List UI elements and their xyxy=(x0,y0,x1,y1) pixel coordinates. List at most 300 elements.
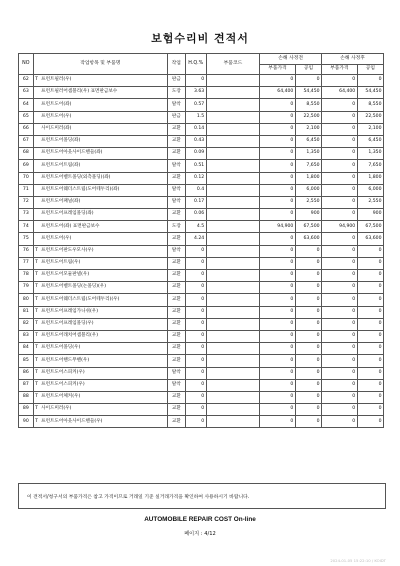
row-after-labor: 2,100 xyxy=(357,123,383,135)
row-operation: 탈착 xyxy=(167,184,185,196)
row-operation: 교환 xyxy=(167,306,185,318)
row-before-part-price: 0 xyxy=(260,294,296,306)
row-after-labor: 0 xyxy=(357,294,383,306)
row-item-name: 프런트도어벨트몰딩(외측몰딩)(좌) xyxy=(41,174,111,180)
row-hqs: 0 xyxy=(185,318,206,330)
row-before-part-price: 0 xyxy=(260,257,296,269)
row-before-labor: 0 xyxy=(295,330,321,342)
row-before-labor: 0 xyxy=(295,270,321,282)
row-item-name: 프런트도어트림(우) xyxy=(41,260,81,266)
row-operation: 교환 xyxy=(167,233,185,245)
row-part-code xyxy=(206,367,259,379)
row-before-labor: 900 xyxy=(295,209,321,221)
row-part-code xyxy=(206,87,259,99)
row-item-name: 프런트도어체커(우) xyxy=(41,394,81,400)
row-hqs: 0.17 xyxy=(185,196,206,208)
row-part-code xyxy=(206,282,259,294)
row-item-cell xyxy=(33,343,167,355)
row-operation: 교환 xyxy=(167,282,185,294)
row-before-labor: 0 xyxy=(295,294,321,306)
row-item-name: 사이드미러(좌) xyxy=(41,126,72,132)
row-after-labor: 0 xyxy=(357,75,383,87)
row-part-code xyxy=(206,99,259,111)
row-no: 89 xyxy=(19,404,34,416)
row-operation: 탈착 xyxy=(167,379,185,391)
table-row xyxy=(19,99,384,111)
row-after-labor: 900 xyxy=(357,209,383,221)
row-after-labor: 0 xyxy=(357,391,383,403)
row-part-code xyxy=(206,245,259,257)
table-row xyxy=(19,306,384,318)
row-hqs: 0.09 xyxy=(185,148,206,160)
row-hqs: 3.63 xyxy=(185,87,206,99)
row-part-code xyxy=(206,196,259,208)
row-after-labor: 0 xyxy=(357,343,383,355)
row-after-labor: 0 xyxy=(357,282,383,294)
row-hqs: 0.06 xyxy=(185,209,206,221)
row-after-labor: 0 xyxy=(357,355,383,367)
row-item-name: 프런트도어핸드무핸(우) xyxy=(41,357,90,363)
table-row xyxy=(19,355,384,367)
row-part-code xyxy=(206,391,259,403)
row-item-cell xyxy=(33,379,167,391)
row-before-part-price: 0 xyxy=(260,184,296,196)
row-after-part-price: 0 xyxy=(322,111,358,123)
row-hqs: 4.24 xyxy=(185,233,206,245)
table-row xyxy=(19,196,384,208)
row-item-name: 프런트도어모듈판넬(우) xyxy=(41,272,90,278)
row-hqs: 0 xyxy=(185,294,206,306)
row-before-labor: 1,800 xyxy=(295,172,321,184)
row-before-labor: 8,550 xyxy=(295,99,321,111)
row-part-code xyxy=(206,379,259,391)
row-hqs: 0.14 xyxy=(185,123,206,135)
row-after-part-price: 64,400 xyxy=(322,87,358,99)
row-after-labor: 0 xyxy=(357,270,383,282)
table-row xyxy=(19,282,384,294)
row-operation: 교환 xyxy=(167,257,185,269)
table-row xyxy=(19,404,384,416)
table-row xyxy=(19,367,384,379)
row-item-cell xyxy=(33,160,167,172)
row-before-part-price: 0 xyxy=(260,355,296,367)
row-item-name: 프런트도어트림(좌) xyxy=(41,162,81,168)
row-operation: 탈착 xyxy=(167,99,185,111)
row-before-labor: 0 xyxy=(295,75,321,87)
row-after-labor: 0 xyxy=(357,416,383,428)
table-row xyxy=(19,221,384,233)
header-before-part-price: 부품가격 xyxy=(260,65,296,75)
row-tag: T xyxy=(35,333,38,339)
row-before-part-price: 0 xyxy=(260,306,296,318)
row-no: 63 xyxy=(19,87,34,99)
row-item-cell xyxy=(33,404,167,416)
row-tag: T xyxy=(35,272,38,278)
row-before-labor: 6,000 xyxy=(295,184,321,196)
row-item-cell xyxy=(33,233,167,245)
row-after-part-price: 0 xyxy=(322,209,358,221)
table-row xyxy=(19,379,384,391)
row-after-part-price: 0 xyxy=(322,99,358,111)
row-item-name: 프런트도어웨더스트립(도어테두리)(좌) xyxy=(41,186,120,192)
row-item-cell xyxy=(33,99,167,111)
row-item-cell xyxy=(33,135,167,147)
row-after-labor: 1,800 xyxy=(357,172,383,184)
row-item-name: 사이드미러(우) xyxy=(41,406,72,412)
row-no: 80 xyxy=(19,294,34,306)
table-header xyxy=(19,54,384,75)
row-item-name: 프런트도어프레임가니쉬(우) xyxy=(41,308,99,314)
table-row xyxy=(19,245,384,257)
row-item-cell xyxy=(33,245,167,257)
row-before-labor: 2,550 xyxy=(295,196,321,208)
row-no: 69 xyxy=(19,160,34,172)
row-after-part-price: 0 xyxy=(322,123,358,135)
row-before-part-price: 0 xyxy=(260,245,296,257)
row-operation: 도장 xyxy=(167,87,185,99)
row-before-labor: 54,450 xyxy=(295,87,321,99)
row-after-part-price: 0 xyxy=(322,306,358,318)
row-before-part-price: 0 xyxy=(260,379,296,391)
row-before-part-price: 0 xyxy=(260,318,296,330)
row-tag: T xyxy=(35,260,38,266)
table-row xyxy=(19,257,384,269)
row-operation: 탈착 xyxy=(167,245,185,257)
row-item-name: 프런트도어프레임몰딩(우) xyxy=(41,321,94,327)
row-before-labor: 0 xyxy=(295,404,321,416)
row-after-labor: 6,450 xyxy=(357,135,383,147)
row-before-labor: 0 xyxy=(295,391,321,403)
row-before-part-price: 0 xyxy=(260,391,296,403)
row-item-cell xyxy=(33,330,167,342)
row-before-part-price: 0 xyxy=(260,270,296,282)
row-hqs: 0 xyxy=(185,306,206,318)
row-before-labor: 22,500 xyxy=(295,111,321,123)
row-no: 87 xyxy=(19,379,34,391)
row-hqs: 1.5 xyxy=(185,111,206,123)
row-item-name: 프런트도어(좌) xyxy=(41,101,72,107)
table-row xyxy=(19,111,384,123)
table-row xyxy=(19,75,384,87)
table-row xyxy=(19,416,384,428)
row-item-name: 프런트도어판도우모사(우) xyxy=(41,247,94,253)
row-hqs: 0 xyxy=(185,257,206,269)
row-operation: 교환 xyxy=(167,270,185,282)
row-operation: 탈착 xyxy=(167,196,185,208)
table-row xyxy=(19,123,384,135)
row-after-labor: 0 xyxy=(357,245,383,257)
row-after-part-price: 0 xyxy=(322,233,358,245)
row-hqs: 0 xyxy=(185,404,206,416)
row-tag: T xyxy=(35,345,38,351)
row-before-labor: 6,450 xyxy=(295,135,321,147)
row-before-part-price: 0 xyxy=(260,123,296,135)
row-part-code xyxy=(206,75,259,87)
row-hqs: 0 xyxy=(185,416,206,428)
row-after-part-price: 0 xyxy=(322,318,358,330)
table-row xyxy=(19,172,384,184)
row-before-labor: 0 xyxy=(295,318,321,330)
row-after-part-price: 0 xyxy=(322,184,358,196)
row-tag: T xyxy=(35,296,38,302)
row-item-cell xyxy=(33,257,167,269)
row-after-part-price: 0 xyxy=(322,135,358,147)
row-part-code xyxy=(206,172,259,184)
table-row xyxy=(19,318,384,330)
row-hqs: 0.4 xyxy=(185,184,206,196)
row-before-part-price: 0 xyxy=(260,196,296,208)
row-part-code xyxy=(206,123,259,135)
row-item-name: 프런트필러(우) xyxy=(41,77,72,83)
row-before-labor: 0 xyxy=(295,379,321,391)
row-operation: 교환 xyxy=(167,135,185,147)
row-item-cell xyxy=(33,391,167,403)
row-item-name: 프런트도어패널(좌) xyxy=(41,199,81,205)
row-part-code xyxy=(206,318,259,330)
row-before-labor: 0 xyxy=(295,416,321,428)
row-after-part-price: 0 xyxy=(322,172,358,184)
row-tag: T xyxy=(35,321,38,327)
row-before-part-price: 94,900 xyxy=(260,221,296,233)
row-hqs: 0 xyxy=(185,270,206,282)
row-after-part-price: 0 xyxy=(322,416,358,428)
row-no: 79 xyxy=(19,282,34,294)
row-item-cell xyxy=(33,367,167,379)
row-after-labor: 6,000 xyxy=(357,184,383,196)
row-before-part-price: 0 xyxy=(260,209,296,221)
row-item-cell xyxy=(33,355,167,367)
table-row xyxy=(19,294,384,306)
row-item-name: 프런트도어프레임몰딩(좌) xyxy=(41,211,94,217)
disclaimer-note xyxy=(18,483,386,509)
row-hqs: 0 xyxy=(185,343,206,355)
disclaimer-text: 이 견적서/청구서의 부품가격은 참고 가격이므로 거래일 기준 실거래가격을 확인하여 사용하시기 바랍니다. xyxy=(27,494,250,500)
row-no: 71 xyxy=(19,184,34,196)
row-after-labor: 22,500 xyxy=(357,111,383,123)
table-row xyxy=(19,87,384,99)
row-after-part-price: 0 xyxy=(322,391,358,403)
row-part-code xyxy=(206,135,259,147)
row-part-code xyxy=(206,355,259,367)
row-before-part-price: 0 xyxy=(260,282,296,294)
row-before-part-price: 0 xyxy=(260,233,296,245)
row-before-part-price: 0 xyxy=(260,367,296,379)
row-operation: 교환 xyxy=(167,391,185,403)
header-part-code: 부품코드 xyxy=(206,54,259,75)
row-no: 88 xyxy=(19,391,34,403)
row-item-name: 프런트도어벨트몰딩(논몰딩)(우) xyxy=(41,284,107,290)
row-part-code xyxy=(206,111,259,123)
row-after-labor: 0 xyxy=(357,318,383,330)
row-after-part-price: 0 xyxy=(322,367,358,379)
row-before-part-price: 0 xyxy=(260,148,296,160)
row-after-labor: 0 xyxy=(357,257,383,269)
header-before-labor: 공임 xyxy=(295,65,321,75)
row-hqs: 0.51 xyxy=(185,160,206,172)
row-item-name: 프런트도어아웃사이드핸들(좌) xyxy=(41,150,103,156)
row-before-part-price: 0 xyxy=(260,330,296,342)
row-item-cell xyxy=(33,221,167,233)
row-before-labor: 1,350 xyxy=(295,148,321,160)
row-no: 81 xyxy=(19,306,34,318)
row-after-labor: 0 xyxy=(357,330,383,342)
row-part-code xyxy=(206,294,259,306)
row-no: 70 xyxy=(19,172,34,184)
row-after-part-price: 0 xyxy=(322,355,358,367)
row-item-name: 프런트도어몰딩(좌) xyxy=(41,138,81,144)
row-item-cell xyxy=(33,123,167,135)
row-after-labor: 54,450 xyxy=(357,87,383,99)
row-item-name: 프런트도어웨더스트립(도어테두리)(우) xyxy=(41,296,120,302)
row-after-part-price: 0 xyxy=(322,270,358,282)
row-no: 74 xyxy=(19,221,34,233)
row-tag: T xyxy=(35,284,38,290)
row-before-part-price: 0 xyxy=(260,404,296,416)
row-part-code xyxy=(206,209,259,221)
row-hqs: 0.12 xyxy=(185,172,206,184)
row-before-part-price: 0 xyxy=(260,135,296,147)
row-tag: T xyxy=(35,369,38,375)
row-item-cell xyxy=(33,184,167,196)
table-row xyxy=(19,330,384,342)
row-part-code xyxy=(206,148,259,160)
row-operation: 교환 xyxy=(167,416,185,428)
row-part-code xyxy=(206,343,259,355)
row-no: 66 xyxy=(19,123,34,135)
table-row xyxy=(19,391,384,403)
row-part-code xyxy=(206,257,259,269)
row-before-part-price: 0 xyxy=(260,111,296,123)
row-hqs: 0 xyxy=(185,379,206,391)
row-hqs: 0 xyxy=(185,245,206,257)
row-item-name: 프런트도어(좌) 표면판금보수 xyxy=(41,223,100,229)
row-item-name: 프런트필러어셈블리(우) 표면판금보수 xyxy=(41,89,118,95)
header-after-assessment: 손해 사정후 xyxy=(322,54,384,65)
row-no: 90 xyxy=(19,416,34,428)
row-before-part-price: 0 xyxy=(260,343,296,355)
row-part-code xyxy=(206,184,259,196)
row-hqs: 4.5 xyxy=(185,221,206,233)
row-part-code xyxy=(206,416,259,428)
row-before-labor: 67,500 xyxy=(295,221,321,233)
row-after-labor: 2,550 xyxy=(357,196,383,208)
row-after-part-price: 0 xyxy=(322,343,358,355)
row-no: 68 xyxy=(19,148,34,160)
row-part-code xyxy=(206,160,259,172)
row-tag: T xyxy=(35,406,38,412)
row-hqs: 0 xyxy=(185,330,206,342)
row-operation: 교환 xyxy=(167,343,185,355)
row-item-name: 프런트도어몰딩(우) xyxy=(41,345,81,351)
table-body xyxy=(19,75,384,428)
row-after-labor: 67,500 xyxy=(357,221,383,233)
row-no: 86 xyxy=(19,367,34,379)
row-item-name: 프런트도어스피커(우) xyxy=(41,381,85,387)
row-tag: T xyxy=(35,308,38,314)
row-after-part-price: 0 xyxy=(322,379,358,391)
row-item-name: 프런트도어아웃사이드핸들(우) xyxy=(41,418,103,424)
row-operation: 탈착 xyxy=(167,160,185,172)
row-tag: T xyxy=(35,394,38,400)
row-after-part-price: 94,900 xyxy=(322,221,358,233)
row-hqs: 0 xyxy=(185,282,206,294)
row-no: 72 xyxy=(19,196,34,208)
row-after-part-price: 0 xyxy=(322,257,358,269)
row-no: 75 xyxy=(19,233,34,245)
row-hqs: 0.43 xyxy=(185,135,206,147)
row-item-cell xyxy=(33,416,167,428)
page-number: 페이지 : 4/12 xyxy=(184,531,216,537)
row-no: 67 xyxy=(19,135,34,147)
row-before-labor: 0 xyxy=(295,355,321,367)
row-item-cell xyxy=(33,172,167,184)
row-item-name: 프런트도어(우) xyxy=(41,235,72,241)
row-item-cell xyxy=(33,282,167,294)
row-hqs: 0 xyxy=(185,355,206,367)
row-tag: T xyxy=(35,381,38,387)
row-before-labor: 0 xyxy=(295,245,321,257)
row-no: 62 xyxy=(19,75,34,87)
row-after-labor: 63,600 xyxy=(357,233,383,245)
header-operation: 작업 xyxy=(167,54,185,75)
row-operation: 교환 xyxy=(167,355,185,367)
header-after-part-price: 부품가격 xyxy=(322,65,358,75)
row-no: 76 xyxy=(19,245,34,257)
row-no: 65 xyxy=(19,111,34,123)
row-after-part-price: 0 xyxy=(322,404,358,416)
row-item-cell xyxy=(33,87,167,99)
row-after-part-price: 0 xyxy=(322,282,358,294)
row-before-labor: 7,650 xyxy=(295,160,321,172)
row-operation: 교환 xyxy=(167,209,185,221)
table-row xyxy=(19,148,384,160)
row-no: 83 xyxy=(19,330,34,342)
row-before-labor: 0 xyxy=(295,257,321,269)
row-before-labor: 0 xyxy=(295,306,321,318)
row-operation: 도장 xyxy=(167,221,185,233)
row-operation: 판금 xyxy=(167,75,185,87)
row-operation: 교환 xyxy=(167,318,185,330)
row-part-code xyxy=(206,233,259,245)
row-operation: 탈착 xyxy=(167,367,185,379)
row-after-part-price: 0 xyxy=(322,294,358,306)
row-operation: 교환 xyxy=(167,123,185,135)
row-item-cell xyxy=(33,196,167,208)
row-after-labor: 0 xyxy=(357,306,383,318)
row-item-cell xyxy=(33,148,167,160)
row-before-part-price: 0 xyxy=(260,416,296,428)
row-item-cell xyxy=(33,306,167,318)
row-after-part-price: 0 xyxy=(322,75,358,87)
table-row xyxy=(19,184,384,196)
row-item-cell xyxy=(33,111,167,123)
row-before-labor: 0 xyxy=(295,282,321,294)
row-item-cell xyxy=(33,270,167,282)
row-after-labor: 7,650 xyxy=(357,160,383,172)
header-hqs: H.Q.% xyxy=(185,54,206,75)
row-hqs: 0 xyxy=(185,391,206,403)
estimate-table xyxy=(18,53,384,428)
row-hqs: 0 xyxy=(185,367,206,379)
row-before-labor: 0 xyxy=(295,343,321,355)
header-before-assessment: 손해 사정전 xyxy=(260,54,322,65)
row-tag: T xyxy=(35,77,38,83)
table-row xyxy=(19,343,384,355)
row-part-code xyxy=(206,330,259,342)
row-part-code xyxy=(206,221,259,233)
row-hqs: 0.57 xyxy=(185,99,206,111)
row-no: 84 xyxy=(19,343,34,355)
